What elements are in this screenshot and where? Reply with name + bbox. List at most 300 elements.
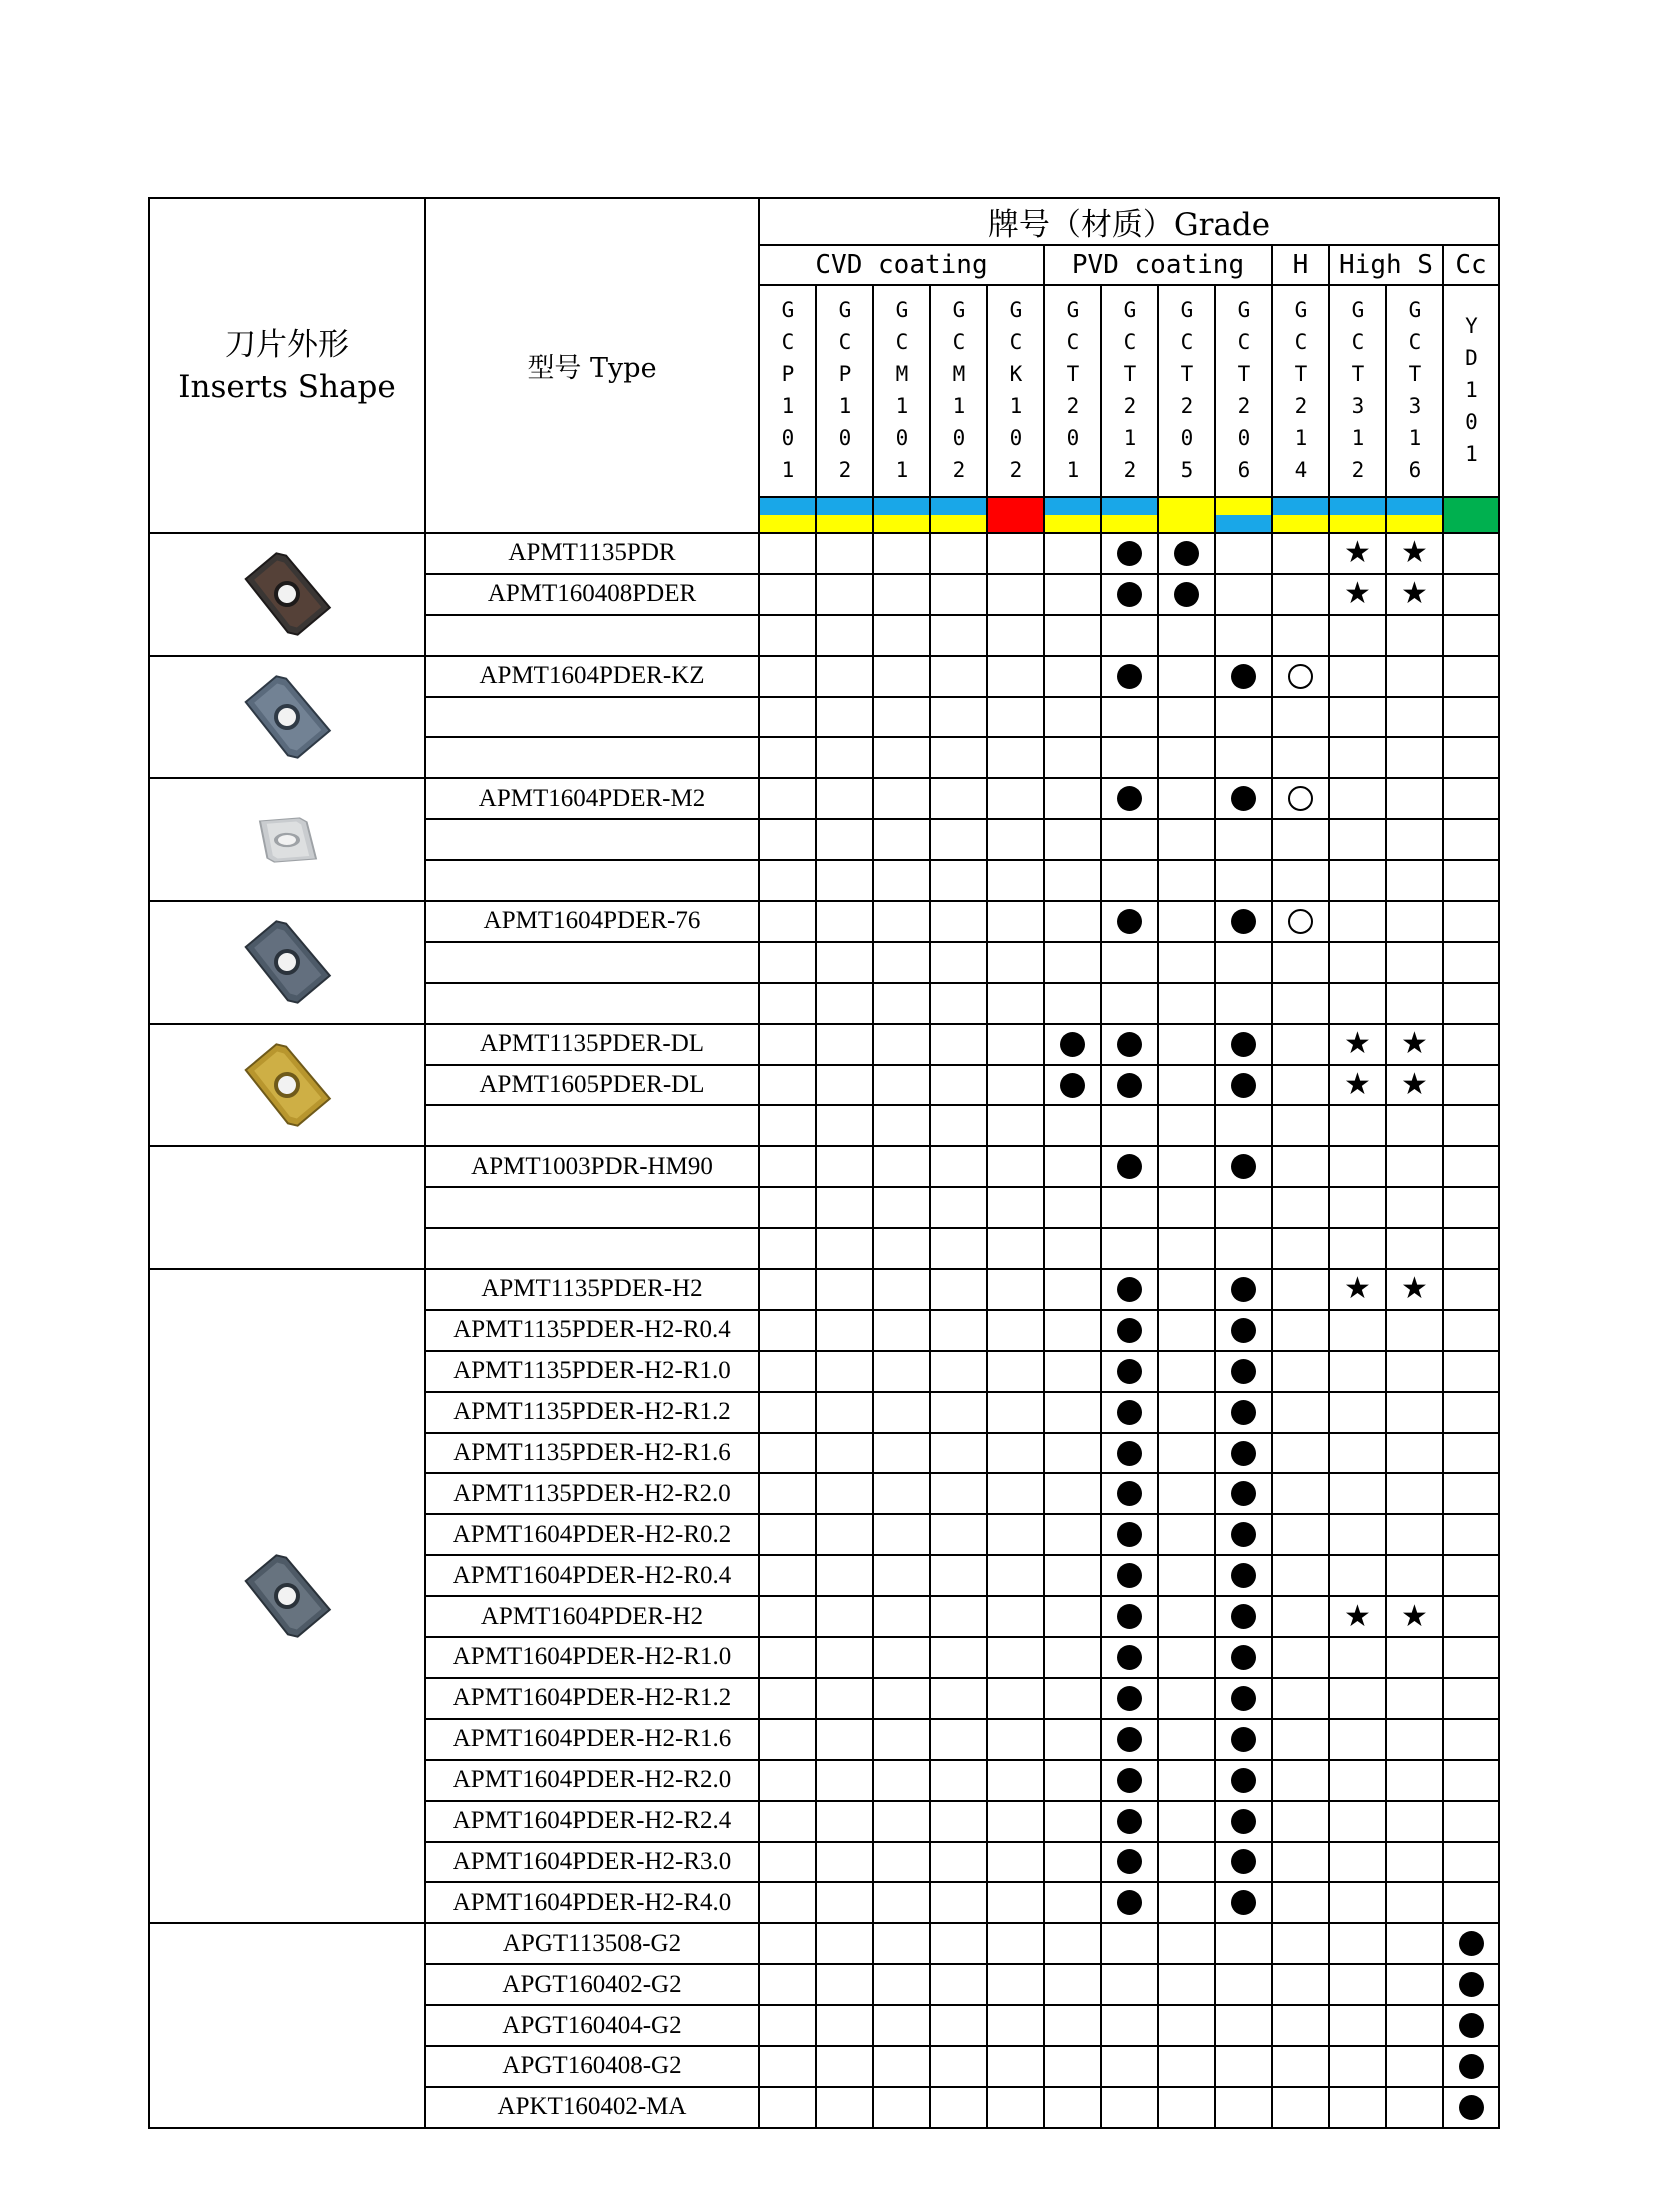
grade-availability-cell: [873, 697, 930, 738]
filled-circle-icon: [1231, 1441, 1256, 1466]
filled-circle-icon: [1459, 2095, 1484, 2120]
grade-availability-cell: [1329, 2005, 1386, 2046]
grade-color-stripe: [1158, 497, 1215, 533]
grade-availability-cell: [1443, 1514, 1499, 1555]
grade-code-label: GCT206: [1232, 298, 1256, 490]
grade-availability-cell: [987, 1555, 1044, 1596]
grade-availability-cell: [930, 942, 987, 983]
grade-availability-cell: [1443, 697, 1499, 738]
grade-availability-cell: [816, 1801, 873, 1842]
filled-circle-icon: [1231, 786, 1256, 811]
insert-shape-cell: [149, 1024, 425, 1147]
grade-availability-cell: [1386, 1187, 1443, 1228]
grade-availability-cell: [1044, 983, 1101, 1024]
grade-availability-cell: [1044, 2087, 1101, 2128]
grade-availability-cell: [873, 2005, 930, 2046]
grade-availability-cell: [1386, 2046, 1443, 2087]
grade-availability-cell: [1443, 1310, 1499, 1351]
insert-silver-image: [232, 785, 342, 895]
grade-availability-cell: [1386, 533, 1443, 574]
grade-availability-cell: [1272, 1105, 1329, 1146]
grade-availability-cell: [987, 1351, 1044, 1392]
grade-availability-cell: [759, 1392, 816, 1433]
grade-availability-cell: [1386, 1801, 1443, 1842]
grade-availability-cell: [873, 1392, 930, 1433]
filled-circle-icon: [1117, 1563, 1142, 1588]
filled-circle-icon: [1231, 1400, 1256, 1425]
grade-availability-cell: [987, 1514, 1044, 1555]
grade-availability-cell: [1044, 1310, 1101, 1351]
grade-availability-cell: [1386, 1310, 1443, 1351]
star-icon: ★: [1401, 1067, 1428, 1103]
filled-circle-icon: [1117, 1645, 1142, 1670]
grade-availability-cell: [1101, 1392, 1158, 1433]
grade-availability-cell: [1272, 574, 1329, 615]
grade-code-label: GCM101: [890, 298, 914, 490]
grade-availability-cell: [1158, 1801, 1215, 1842]
grade-availability-cell: [816, 574, 873, 615]
grade-availability-cell: [759, 656, 816, 697]
filled-circle-icon: [1231, 1359, 1256, 1384]
grade-availability-cell: [1329, 1105, 1386, 1146]
grade-availability-cell: [1329, 533, 1386, 574]
grade-availability-cell: [987, 1187, 1044, 1228]
grade-availability-cell: [930, 1514, 987, 1555]
star-icon: ★: [1401, 576, 1428, 612]
grade-availability-cell: [816, 1473, 873, 1514]
grade-availability-cell: [1101, 2087, 1158, 2128]
grade-availability-cell: [1158, 2087, 1215, 2128]
grade-availability-cell: [1215, 1433, 1272, 1474]
grade-availability-cell: [1329, 1719, 1386, 1760]
grade-color-stripe: [816, 497, 873, 533]
filled-circle-icon: [1231, 1849, 1256, 1874]
grade-availability-cell: [1101, 1433, 1158, 1474]
grade-availability-cell: [1443, 1269, 1499, 1310]
grade-availability-cell: [1158, 1719, 1215, 1760]
grade-availability-cell: [1443, 2005, 1499, 2046]
table-row: [149, 1146, 1499, 1187]
grade-availability-cell: [759, 1105, 816, 1146]
grade-availability-cell: [1044, 819, 1101, 860]
filled-circle-icon: [1231, 1768, 1256, 1793]
grade-availability-cell: [987, 1105, 1044, 1146]
shape-header-en: Inserts Shape: [178, 368, 396, 405]
grade-availability-cell: [1158, 983, 1215, 1024]
grade-availability-cell: [816, 1760, 873, 1801]
grade-availability-cell: [1272, 819, 1329, 860]
grade-availability-cell: [873, 819, 930, 860]
insert-type-code: [425, 983, 759, 1024]
grade-availability-cell: [1215, 860, 1272, 901]
grade-availability-cell: [1158, 737, 1215, 778]
grade-code-label: GCP101: [776, 298, 800, 490]
grade-availability-cell: [1215, 819, 1272, 860]
grade-availability-cell: [1158, 860, 1215, 901]
filled-circle-icon: [1117, 664, 1142, 689]
grade-availability-cell: [1158, 1637, 1215, 1678]
grade-availability-cell: [1215, 1923, 1272, 1964]
grade-availability-cell: [1158, 1146, 1215, 1187]
grade-availability-cell: [1101, 1596, 1158, 1637]
grade-availability-cell: [873, 1514, 930, 1555]
grade-availability-cell: [1044, 1473, 1101, 1514]
grade-availability-cell: [930, 819, 987, 860]
grade-availability-cell: [1386, 737, 1443, 778]
grade-availability-cell: [1044, 697, 1101, 738]
grade-availability-cell: [873, 1719, 930, 1760]
grade-availability-cell: [1158, 697, 1215, 738]
grade-availability-cell: [759, 1842, 816, 1883]
grade-availability-cell: [1386, 1842, 1443, 1883]
filled-circle-icon: [1117, 1768, 1142, 1793]
grade-availability-cell: [1272, 656, 1329, 697]
grade-color-stripe: [987, 497, 1044, 533]
grade-availability-cell: [1329, 2087, 1386, 2128]
filled-circle-icon: [1117, 1522, 1142, 1547]
grade-availability-cell: [759, 615, 816, 656]
grade-availability-cell: [1443, 1351, 1499, 1392]
grade-availability-cell: [816, 1392, 873, 1433]
grade-availability-cell: [1044, 1760, 1101, 1801]
grade-availability-cell: [1101, 1678, 1158, 1719]
grade-availability-cell: [987, 1760, 1044, 1801]
grade-availability-cell: [759, 942, 816, 983]
grade-availability-cell: [1158, 778, 1215, 819]
grade-availability-cell: [1101, 1801, 1158, 1842]
grade-availability-cell: [1044, 1801, 1101, 1842]
grade-availability-cell: [1158, 1065, 1215, 1106]
open-circle-icon: [1288, 664, 1313, 689]
grade-availability-cell: [759, 901, 816, 942]
grade-availability-cell: [1272, 901, 1329, 942]
grade-availability-cell: [1329, 1842, 1386, 1883]
filled-circle-icon: [1174, 541, 1199, 566]
grade-availability-cell: [816, 1637, 873, 1678]
grade-code-header: [1329, 285, 1386, 497]
grade-availability-cell: [1101, 1882, 1158, 1923]
filled-circle-icon: [1117, 541, 1142, 566]
grade-availability-cell: [1044, 1351, 1101, 1392]
grade-availability-cell: [987, 901, 1044, 942]
grade-availability-cell: [930, 1719, 987, 1760]
grade-group-header: High S: [1329, 245, 1443, 285]
grade-availability-cell: [1158, 2046, 1215, 2087]
grade-availability-cell: [1044, 1228, 1101, 1269]
filled-circle-icon: [1117, 1481, 1142, 1506]
filled-circle-icon: [1459, 2054, 1484, 2079]
grade-availability-cell: [1158, 615, 1215, 656]
grade-availability-cell: [987, 1024, 1044, 1065]
grade-availability-cell: [873, 1596, 930, 1637]
grade-availability-cell: [1215, 1105, 1272, 1146]
grade-availability-cell: [987, 1678, 1044, 1719]
grade-code-header: [1443, 285, 1499, 497]
open-circle-icon: [1288, 909, 1313, 934]
grade-availability-cell: [1044, 656, 1101, 697]
grade-availability-cell: [987, 1964, 1044, 2005]
insert-type-code: APMT1135PDER-H2-R2.0: [425, 1473, 759, 1514]
grade-availability-cell: [987, 819, 1044, 860]
grade-availability-cell: [1386, 1760, 1443, 1801]
grade-availability-cell: [1329, 1392, 1386, 1433]
grade-code-header: [1272, 285, 1329, 497]
grade-availability-cell: [987, 615, 1044, 656]
grade-availability-cell: [930, 1882, 987, 1923]
filled-circle-icon: [1117, 1686, 1142, 1711]
grade-availability-cell: [1272, 2005, 1329, 2046]
type-header: 型号 Type: [425, 198, 759, 533]
grade-availability-cell: [1101, 860, 1158, 901]
grade-availability-cell: [1215, 1024, 1272, 1065]
grade-availability-cell: [1044, 1187, 1101, 1228]
grade-availability-cell: [759, 1760, 816, 1801]
grade-availability-cell: [873, 574, 930, 615]
insert-type-code: APMT160408PDER: [425, 574, 759, 615]
grade-availability-cell: [1044, 1269, 1101, 1310]
grade-availability-cell: [930, 1433, 987, 1474]
grade-availability-cell: [1443, 1760, 1499, 1801]
star-icon: ★: [1344, 576, 1371, 612]
table-row: [149, 1923, 1499, 1964]
grade-availability-cell: [816, 737, 873, 778]
filled-circle-icon: [1231, 1604, 1256, 1629]
grade-availability-cell: [1215, 697, 1272, 738]
grade-availability-cell: [1272, 1310, 1329, 1351]
grade-availability-cell: [1215, 737, 1272, 778]
grade-availability-cell: [1272, 1473, 1329, 1514]
filled-circle-icon: [1117, 909, 1142, 934]
grade-availability-cell: [1215, 1637, 1272, 1678]
star-icon: ★: [1344, 1067, 1371, 1103]
grade-availability-cell: [1329, 2046, 1386, 2087]
grade-availability-cell: [930, 860, 987, 901]
filled-circle-icon: [1117, 1809, 1142, 1834]
insert-type-code: APGT160408-G2: [425, 2046, 759, 2087]
grade-availability-cell: [1386, 615, 1443, 656]
grade-availability-cell: [759, 1719, 816, 1760]
insert-shape-cell: [149, 1923, 425, 2127]
grade-availability-cell: [1386, 1024, 1443, 1065]
star-icon: ★: [1344, 535, 1371, 571]
insert-type-code: APMT1604PDER-H2-R3.0: [425, 1842, 759, 1883]
grade-availability-cell: [1329, 778, 1386, 819]
grade-availability-cell: [1329, 1555, 1386, 1596]
insert-gold-image: [232, 1030, 342, 1140]
grade-availability-cell: [1044, 1392, 1101, 1433]
grade-color-stripe: [1329, 497, 1386, 533]
grade-availability-cell: [1386, 574, 1443, 615]
insert-type-code: [425, 1105, 759, 1146]
grade-availability-cell: [1215, 533, 1272, 574]
grade-availability-cell: [987, 656, 1044, 697]
grade-availability-cell: [1101, 1760, 1158, 1801]
insert-type-code: [425, 1187, 759, 1228]
insert-shape-cell: [149, 533, 425, 656]
grade-availability-cell: [1329, 1923, 1386, 1964]
grade-availability-cell: [873, 1433, 930, 1474]
grade-availability-cell: [1443, 942, 1499, 983]
grade-availability-cell: [930, 778, 987, 819]
grade-availability-cell: [1329, 901, 1386, 942]
grade-availability-cell: [1386, 1065, 1443, 1106]
grade-availability-cell: [930, 1228, 987, 1269]
grade-availability-cell: [1272, 1801, 1329, 1842]
grade-availability-cell: [930, 1964, 987, 2005]
filled-circle-icon: [1117, 1890, 1142, 1915]
grade-availability-cell: [1044, 737, 1101, 778]
grade-availability-cell: [1329, 1473, 1386, 1514]
grade-availability-cell: [1101, 2005, 1158, 2046]
grade-code-label: GCT312: [1346, 298, 1370, 490]
grade-availability-cell: [1101, 1964, 1158, 2005]
grade-availability-cell: [759, 1351, 816, 1392]
filled-circle-icon: [1231, 1481, 1256, 1506]
grade-availability-cell: [1215, 1719, 1272, 1760]
filled-circle-icon: [1231, 1686, 1256, 1711]
filled-circle-icon: [1117, 1849, 1142, 1874]
grade-availability-cell: [1386, 1555, 1443, 1596]
insert-type-code: [425, 737, 759, 778]
insert-type-code: APGT160404-G2: [425, 2005, 759, 2046]
grade-availability-cell: [873, 1842, 930, 1883]
grade-availability-cell: [930, 1187, 987, 1228]
filled-circle-icon: [1231, 1645, 1256, 1670]
grade-availability-cell: [987, 1433, 1044, 1474]
grade-availability-cell: [1329, 656, 1386, 697]
grade-availability-cell: [816, 1351, 873, 1392]
grade-availability-cell: [816, 2046, 873, 2087]
grade-availability-cell: [1158, 942, 1215, 983]
grade-availability-cell: [1158, 1514, 1215, 1555]
insert-type-code: APGT160402-G2: [425, 1964, 759, 2005]
filled-circle-icon: [1231, 1154, 1256, 1179]
filled-circle-icon: [1231, 1073, 1256, 1098]
filled-circle-icon: [1231, 1032, 1256, 1057]
grade-availability-cell: [759, 1228, 816, 1269]
grade-availability-cell: [1101, 1637, 1158, 1678]
grade-availability-cell: [1272, 1228, 1329, 1269]
grade-availability-cell: [1329, 1228, 1386, 1269]
grade-availability-cell: [759, 860, 816, 901]
grade-availability-cell: [1101, 1842, 1158, 1883]
table-row: [149, 1269, 1499, 1310]
grade-availability-cell: [1443, 615, 1499, 656]
table-row: [149, 1024, 1499, 1065]
filled-circle-icon: [1117, 1318, 1142, 1343]
grade-availability-cell: [987, 1392, 1044, 1433]
grade-availability-cell: [1386, 1473, 1443, 1514]
grade-availability-cell: [759, 1433, 816, 1474]
grade-availability-cell: [1386, 1882, 1443, 1923]
insert-type-code: [425, 942, 759, 983]
grade-code-header: [1215, 285, 1272, 497]
shape-header-cn: 刀片外形: [225, 326, 349, 363]
grade-availability-cell: [930, 656, 987, 697]
grade-availability-cell: [1044, 1842, 1101, 1883]
grade-availability-cell: [816, 656, 873, 697]
grade-availability-cell: [1044, 1964, 1101, 2005]
grade-availability-cell: [1158, 1310, 1215, 1351]
filled-circle-icon: [1117, 582, 1142, 607]
grade-group-header: CVD coating: [759, 245, 1044, 285]
grade-availability-cell: [1386, 819, 1443, 860]
grade-availability-cell: [987, 1719, 1044, 1760]
insert-grey-h2-image: [232, 1541, 342, 1651]
grade-availability-cell: [1158, 2005, 1215, 2046]
grade-availability-cell: [1386, 860, 1443, 901]
grade-availability-cell: [873, 1105, 930, 1146]
grade-availability-cell: [816, 1146, 873, 1187]
grade-availability-cell: [1044, 615, 1101, 656]
grade-availability-cell: [1101, 819, 1158, 860]
grade-availability-cell: [873, 1310, 930, 1351]
filled-circle-icon: [1117, 1604, 1142, 1629]
grade-availability-cell: [1215, 574, 1272, 615]
inserts-shape-header: [149, 198, 425, 533]
grade-availability-cell: [1158, 656, 1215, 697]
grade-availability-cell: [930, 1801, 987, 1842]
insert-type-code: APMT1135PDR: [425, 533, 759, 574]
filled-circle-icon: [1060, 1032, 1085, 1057]
grade-availability-cell: [759, 574, 816, 615]
grade-availability-cell: [873, 1678, 930, 1719]
grade-availability-cell: [873, 1964, 930, 2005]
grade-availability-cell: [1443, 656, 1499, 697]
grade-availability-cell: [1329, 983, 1386, 1024]
grade-availability-cell: [930, 1024, 987, 1065]
grade-availability-cell: [1215, 615, 1272, 656]
grade-availability-cell: [1443, 778, 1499, 819]
filled-circle-icon: [1231, 1318, 1256, 1343]
grade-availability-cell: [1101, 1105, 1158, 1146]
grade-availability-cell: [1158, 1964, 1215, 2005]
grade-availability-cell: [1329, 1187, 1386, 1228]
grade-availability-cell: [1386, 1228, 1443, 1269]
grade-availability-cell: [930, 615, 987, 656]
grade-availability-cell: [930, 697, 987, 738]
filled-circle-icon: [1231, 1277, 1256, 1302]
grade-availability-cell: [1215, 901, 1272, 942]
grade-availability-cell: [1272, 697, 1329, 738]
grade-availability-cell: [816, 1678, 873, 1719]
star-icon: ★: [1401, 1271, 1428, 1307]
grade-availability-cell: [1215, 1514, 1272, 1555]
grade-availability-cell: [1272, 1719, 1329, 1760]
grade-availability-cell: [1158, 574, 1215, 615]
grade-availability-cell: [873, 1882, 930, 1923]
grade-availability-cell: [1158, 1596, 1215, 1637]
grade-group-header: H: [1272, 245, 1329, 285]
grade-availability-cell: [1101, 533, 1158, 574]
grade-availability-cell: [930, 1105, 987, 1146]
grade-availability-cell: [1272, 533, 1329, 574]
grade-availability-cell: [1044, 2046, 1101, 2087]
grade-group-header: Cc: [1443, 245, 1499, 285]
grade-availability-cell: [1272, 737, 1329, 778]
grade-title: 牌号（材质）Grade: [759, 198, 1499, 245]
grade-availability-cell: [1329, 737, 1386, 778]
grade-availability-cell: [1101, 1351, 1158, 1392]
grade-availability-cell: [759, 1187, 816, 1228]
grade-availability-cell: [930, 901, 987, 942]
insert-type-code: APMT1604PDER-H2-R0.4: [425, 1555, 759, 1596]
filled-circle-icon: [1117, 1032, 1142, 1057]
grade-code-label: GCP102: [833, 298, 857, 490]
grade-availability-cell: [1386, 1351, 1443, 1392]
grade-code-label: GCT205: [1175, 298, 1199, 490]
grade-availability-cell: [1272, 2087, 1329, 2128]
